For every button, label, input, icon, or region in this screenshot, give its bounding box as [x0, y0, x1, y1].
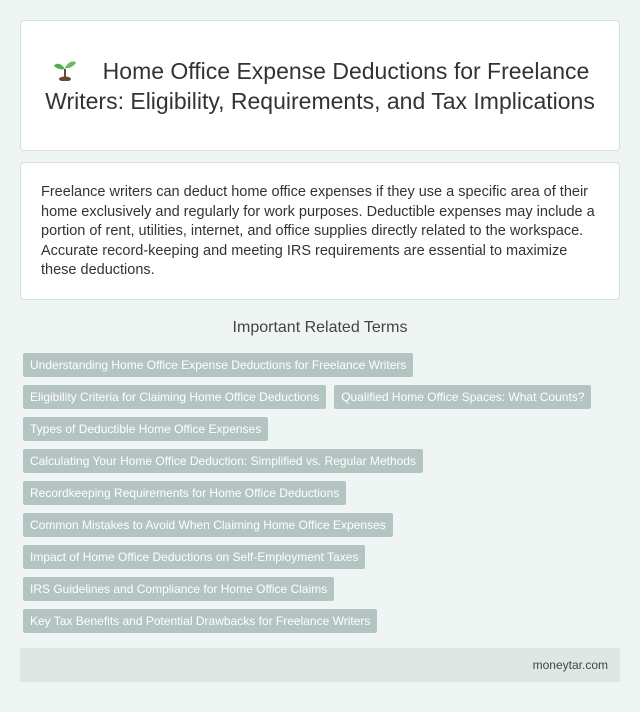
- footer-site-name: moneytar.com: [532, 658, 608, 672]
- related-term-tag[interactable]: Understanding Home Office Expense Deductions for Freelance Writers: [23, 353, 413, 377]
- related-term-tag[interactable]: Qualified Home Office Spaces: What Counts?: [334, 385, 591, 409]
- related-term-tag[interactable]: IRS Guidelines and Compliance for Home Office Claims: [23, 577, 334, 601]
- related-term-tag[interactable]: Common Mistakes to Avoid When Claiming Home Office Expenses: [23, 513, 393, 537]
- intro-card: [20, 162, 620, 300]
- related-term-tag[interactable]: Types of Deductible Home Office Expenses: [23, 417, 268, 441]
- footer: [20, 648, 620, 682]
- related-terms-heading: Important Related Terms: [232, 319, 408, 336]
- intro-paragraph: Freelance writers can deduct home office expenses if they use a specific area of their home exclusively and regularly for work purposes. Deductible expenses may include a portion of rent, utilities, internet, and office supplies directly related to the workspace. Accurate record-keeping and meeting IRS requirements are essential to maximize these deductions.: [41, 184, 595, 279]
- related-term-tag[interactable]: Recordkeeping Requirements for Home Office Deductions: [23, 481, 346, 505]
- seedling-icon: [51, 57, 79, 81]
- related-term-tag[interactable]: Key Tax Benefits and Potential Drawbacks for Freelance Writers: [23, 609, 377, 633]
- related-term-tag[interactable]: Impact of Home Office Deductions on Self-Employment Taxes: [23, 545, 365, 569]
- title-card: [20, 20, 620, 151]
- related-terms-list: [23, 353, 623, 633]
- related-term-tag[interactable]: Calculating Your Home Office Deduction: Simplified vs. Regular Methods: [23, 449, 423, 473]
- page-title: [21, 56, 619, 116]
- page-title-text: Home Office Expense Deductions for Freelance Writers: Eligibility, Requirements, and Tax Implications: [45, 57, 595, 114]
- related-term-tag[interactable]: Eligibility Criteria for Claiming Home Office Deductions: [23, 385, 326, 409]
